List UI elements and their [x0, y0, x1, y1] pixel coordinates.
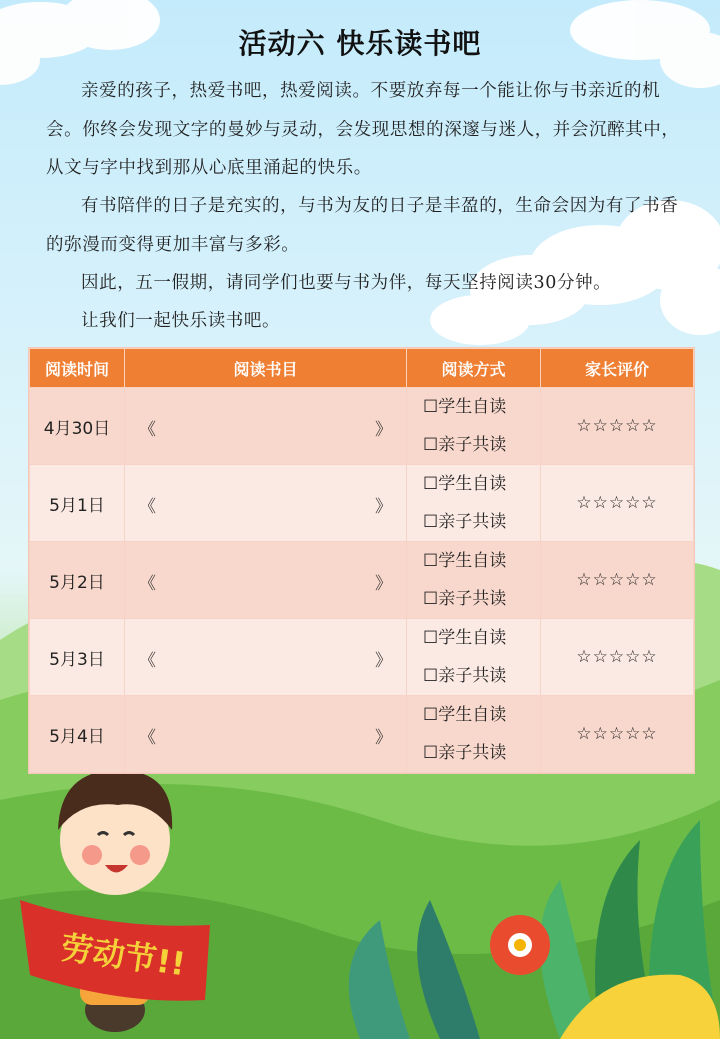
cell-reading-mode [407, 696, 541, 773]
checkbox-self-read[interactable]: ☐学生自读 [423, 474, 507, 494]
open-quote: 《 [139, 574, 156, 594]
checkbox-self-read[interactable]: ☐学生自读 [423, 551, 507, 571]
header-mode: 阅读方式 [407, 349, 541, 388]
checkbox-parent-child-read[interactable]: ☐亲子共读 [423, 589, 507, 609]
cell-date: 5月3日 [30, 619, 125, 696]
cell-reading-mode [407, 388, 541, 465]
close-quote: 》 [375, 728, 392, 748]
cell-reading-mode [407, 542, 541, 619]
star-rating[interactable]: ☆☆☆☆☆ [541, 465, 694, 542]
checkbox-parent-child-read[interactable]: ☐亲子共读 [423, 743, 507, 763]
table-header-row [30, 349, 694, 388]
checkbox-parent-child-read[interactable]: ☐亲子共读 [423, 512, 507, 532]
star-rating[interactable]: ☆☆☆☆☆ [541, 542, 694, 619]
paragraph-4: 让我们一起快乐读书吧。 [81, 311, 281, 331]
close-quote: 》 [375, 574, 392, 594]
red-flower [490, 915, 550, 975]
table-row [30, 619, 694, 696]
table-row [30, 542, 694, 619]
open-quote: 《 [139, 651, 156, 671]
table-row [30, 465, 694, 542]
table-row [30, 388, 694, 465]
cell-book-title[interactable] [125, 696, 407, 773]
star-rating[interactable]: ☆☆☆☆☆ [541, 619, 694, 696]
checkbox-self-read[interactable]: ☐学生自读 [423, 628, 507, 648]
cell-book-title[interactable] [125, 388, 407, 465]
page-title: 活动六 快乐读书吧 [238, 27, 482, 60]
close-quote: 》 [375, 497, 392, 517]
star-rating[interactable]: ☆☆☆☆☆ [541, 388, 694, 465]
header-book: 阅读书目 [125, 349, 407, 388]
paragraph-1: 亲爱的孩子，热爱书吧，热爱阅读。不要放弃每一个能让你与书亲近的机会。你终会发现文字的曼妙与灵动，会发现思想的深邃与迷人，并会沉醉其中，从文与字中找到那从心底里涌起的快乐。 [46, 81, 680, 178]
open-quote: 《 [139, 420, 156, 440]
cell-book-title[interactable] [125, 619, 407, 696]
cell-reading-mode [407, 619, 541, 696]
star-rating[interactable]: ☆☆☆☆☆ [541, 696, 694, 773]
paragraph-3: 因此，五一假期，请同学们也要与书为伴，每天坚持阅读30分钟。 [81, 273, 612, 293]
cell-book-title[interactable] [125, 465, 407, 542]
close-quote: 》 [375, 651, 392, 671]
checkbox-parent-child-read[interactable]: ☐亲子共读 [423, 666, 507, 686]
table-row [30, 696, 694, 773]
open-quote: 《 [139, 728, 156, 748]
cell-date: 5月4日 [30, 696, 125, 773]
reading-log-table [29, 348, 694, 773]
close-quote: 》 [375, 420, 392, 440]
paragraph-2: 有书陪伴的日子是充实的，与书为友的日子是丰盈的，生命会因为有了书香的弥漫而变得更加丰富与多彩。 [46, 196, 679, 255]
checkbox-self-read[interactable]: ☐学生自读 [423, 397, 507, 417]
cell-date: 4月30日 [30, 388, 125, 465]
cell-date: 5月2日 [30, 542, 125, 619]
header-date: 阅读时间 [30, 349, 125, 388]
cell-date: 5月1日 [30, 465, 125, 542]
header-rating: 家长评价 [541, 349, 694, 388]
checkbox-parent-child-read[interactable]: ☐亲子共读 [423, 435, 507, 455]
banner-text: 劳动节!! [58, 928, 188, 984]
cell-book-title[interactable] [125, 542, 407, 619]
open-quote: 《 [139, 497, 156, 517]
checkbox-self-read[interactable]: ☐学生自读 [423, 705, 507, 725]
cell-reading-mode [407, 465, 541, 542]
